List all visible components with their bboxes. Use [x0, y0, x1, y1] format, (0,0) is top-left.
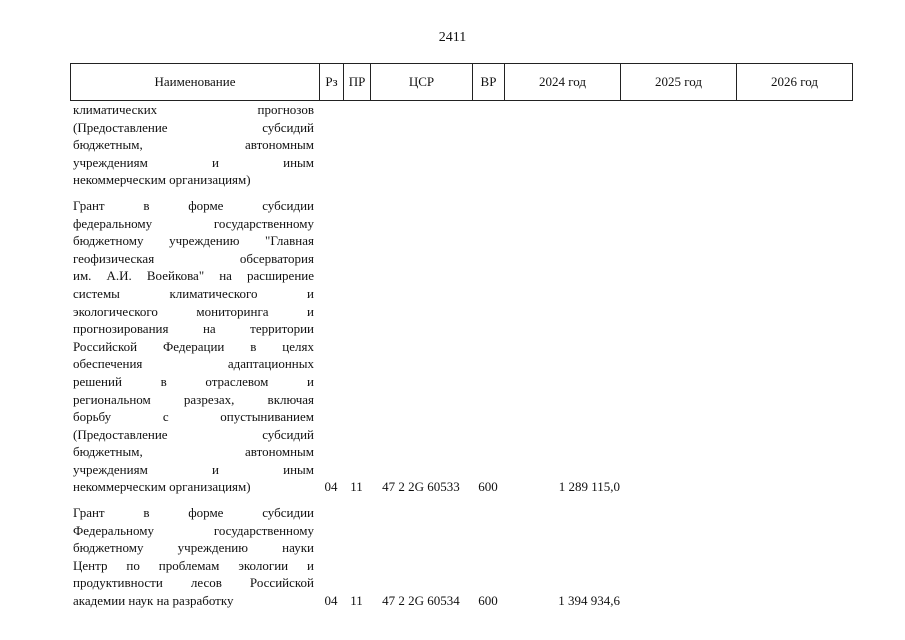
row-name-line: учреждениям и иным [73, 154, 314, 170]
table-row [70, 101, 852, 189]
row-name-line: климатических прогнозов [73, 102, 314, 117]
row-amount-2025 [620, 504, 736, 610]
row-name-line: решений в отраслевом и [73, 373, 314, 389]
row-name-line: (Предоставление субсидий [73, 119, 314, 135]
page-number: 2411 [438, 30, 467, 45]
row-amount-2025 [620, 101, 736, 189]
row-name-line: продуктивности лесов Российской [73, 575, 314, 591]
row-gap [70, 189, 852, 197]
row-name-line: им. А.И. Воейкова" на расширение [73, 268, 314, 284]
row-name-line: некоммерческим организациям) [73, 172, 251, 188]
row-name [70, 504, 319, 610]
row-amount-2025 [620, 197, 736, 496]
column-header-csr: ЦСР [371, 64, 473, 101]
row-name-line: бюджетному учреждению "Главная [73, 233, 314, 249]
row-name [70, 197, 319, 496]
row-csr: 47 2 2G 60533 [382, 479, 460, 495]
row-name-line: системы климатического и [73, 285, 314, 301]
budget-table-body [70, 101, 852, 610]
row-pr: 11 [350, 479, 363, 495]
row-amount-2026 [736, 197, 852, 496]
table-row [70, 504, 852, 610]
row-name-line: академии наук на разработку [73, 593, 234, 609]
row-name-line: учреждениям и иным [73, 461, 314, 477]
row-pr [343, 101, 370, 189]
row-name-line: региональном разрезах, включая [73, 391, 314, 407]
row-name-line: бюджетным, автономным [73, 137, 314, 153]
row-rz: 04 [324, 479, 338, 495]
column-header-2025: 2025 год [621, 64, 737, 101]
row-name-line: Центр по проблемам экологии и [73, 557, 314, 573]
row-vr [472, 101, 504, 189]
row-name-line: Грант в форме субсидии [73, 505, 314, 521]
row-csr [370, 101, 472, 189]
row-amount-2024: 1 394 934,6 [558, 593, 620, 609]
row-csr: 47 2 2G 60534 [382, 593, 460, 609]
row-vr: 600 [478, 593, 498, 609]
row-amount-2024: 1 289 115,0 [558, 479, 620, 495]
column-header-name: Наименование [71, 64, 320, 101]
row-vr: 600 [478, 479, 498, 495]
row-name-line: прогнозирования на территории [73, 321, 314, 337]
row-amount-2024 [504, 101, 620, 189]
row-gap [70, 496, 852, 504]
table-header [70, 63, 853, 101]
table-row [70, 197, 852, 496]
row-rz: 04 [324, 593, 338, 609]
row-name-line: экологического мониторинга и [73, 303, 314, 319]
column-header-pr: ПР [344, 64, 371, 101]
row-name-line: бюджетным, автономным [73, 444, 314, 460]
row-name-line: геофизическая обсерватория [73, 250, 314, 266]
column-header-2024: 2024 год [505, 64, 621, 101]
row-name-line: федеральному государственному [73, 215, 314, 231]
row-name [70, 101, 319, 189]
row-rz [319, 101, 343, 189]
row-name-line: борьбу с опустыниванием [73, 409, 314, 425]
row-amount-2026 [736, 101, 852, 189]
row-amount-2026 [736, 504, 852, 610]
row-name-line: (Предоставление субсидий [73, 426, 314, 442]
row-name-line: Федеральному государственному [73, 522, 314, 538]
row-name-line: некоммерческим организациям) [73, 479, 251, 495]
column-header-rz: Рз [320, 64, 344, 101]
row-name-line: Российской Федерации в целях [73, 338, 314, 354]
column-header-2026: 2026 год [737, 64, 853, 101]
column-header-vr: ВР [473, 64, 505, 101]
row-name-line: бюджетному учреждению науки [73, 540, 314, 556]
row-name-line: Грант в форме субсидии [73, 197, 314, 213]
row-pr: 11 [350, 593, 363, 609]
row-name-line: обеспечения адаптационных [73, 356, 314, 372]
